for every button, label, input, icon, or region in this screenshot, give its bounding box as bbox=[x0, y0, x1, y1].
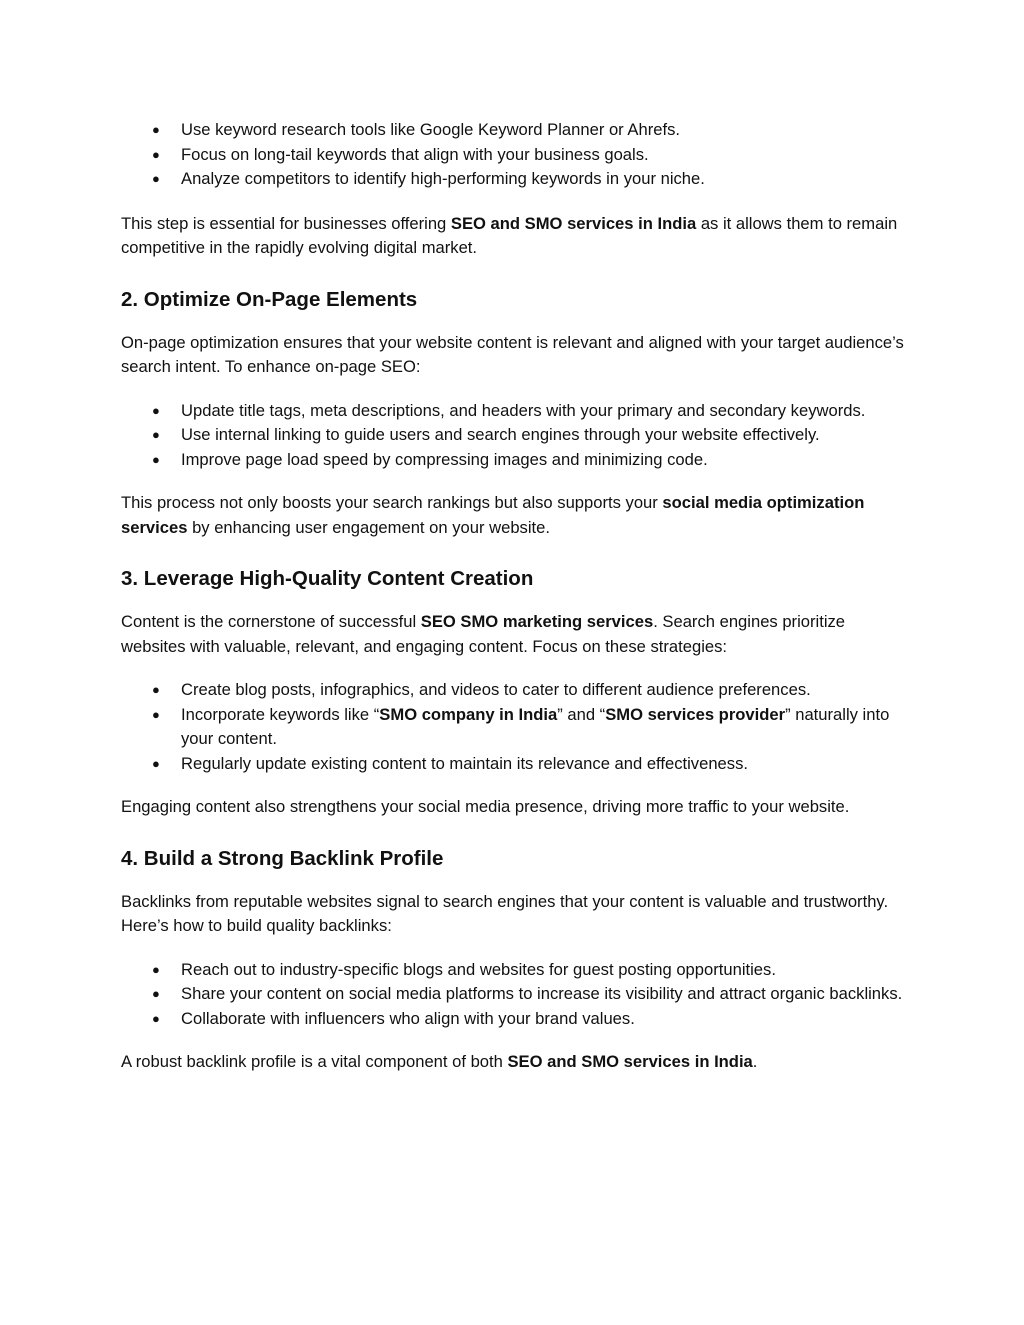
bullet-icon: ● bbox=[152, 986, 160, 1001]
section-4-outro: A robust backlink profile is a vital component of both SEO and SMO services in India. bbox=[121, 1052, 758, 1071]
bullet-icon: ● bbox=[152, 402, 160, 418]
section-heading-2: 2. Optimize On-Page Elements bbox=[121, 287, 418, 311]
list-item: ● Incorporate keywords like “SMO company in India” and “SMO services provider” naturally into your content. bbox=[152, 704, 890, 748]
bullet-icon: ● bbox=[152, 451, 160, 467]
bullet-icon: ● bbox=[152, 755, 160, 771]
section-heading-3: 3. Leverage High-Quality Content Creation bbox=[121, 567, 534, 590]
section-2-outro: This process not only boosts your search rankings but also supports your social media optimization services by enhancing user engagement on your website. bbox=[121, 493, 865, 537]
list-item: ● Share your content on social media platforms to increase its visibility and attract organic backlinks. bbox=[121, 982, 911, 1007]
document-page bbox=[121, 118, 911, 1075]
list-item: ● Update title tags, meta descriptions, and headers with your primary and secondary keywords. bbox=[121, 399, 911, 424]
bullet-icon: ● bbox=[152, 706, 160, 722]
section-heading-4: 4. Build a Strong Backlink Profile bbox=[121, 846, 444, 870]
section-3-intro: Content is the cornerstone of successful SEO SMO marketing services. Search engines prioritize websites with valuable, relevant, and engaging content. Focus on these strategies: bbox=[121, 612, 846, 656]
list-item: ● Improve page load speed by compressing images and minimizing code. bbox=[121, 448, 911, 473]
section-2-intro: On-page optimization ensures that your website content is relevant and aligned with your target audience’s search intent. To enhance on-page SEO: bbox=[121, 332, 904, 376]
list-item: ● Regularly update existing content to maintain its relevance and effectiveness. bbox=[121, 752, 911, 777]
list-item: ● Create blog posts, infographics, and videos to cater to different audience preferences. bbox=[121, 678, 911, 703]
list-item: ● Use keyword research tools like Google Keyword Planner or Ahrefs. bbox=[121, 118, 911, 143]
section-2-bullet-list bbox=[121, 399, 911, 473]
list-item: ● Analyze competitors to identify high-performing keywords in your niche. bbox=[121, 167, 911, 192]
bullet-icon: ● bbox=[152, 146, 160, 162]
bullet-icon: ● bbox=[152, 682, 160, 697]
list-item: ● Collaborate with influencers who align with your brand values. bbox=[121, 1007, 911, 1032]
section-3-bullet-list bbox=[121, 678, 911, 776]
bullet-icon: ● bbox=[152, 171, 160, 186]
section-4-bullet-list bbox=[121, 958, 911, 1032]
list-item: ● Reach out to industry-specific blogs and websites for guest posting opportunities. bbox=[121, 958, 911, 983]
bullet-icon: ● bbox=[152, 1010, 160, 1026]
bullet-icon: ● bbox=[152, 961, 160, 977]
list-item: ● Focus on long-tail keywords that align with your business goals. bbox=[121, 143, 911, 168]
bullet-icon: ● bbox=[152, 122, 160, 137]
intro-bullet-list bbox=[121, 118, 911, 192]
list-item: ● Use internal linking to guide users and search engines through your website effectively. bbox=[121, 423, 911, 448]
paragraph-competitive: This step is essential for businesses offering SEO and SMO services in India as it allows them to remain competitive in the rapidly evolving digital market. bbox=[121, 213, 898, 257]
section-3-outro: Engaging content also strengthens your social media presence, driving more traffic to your website. bbox=[121, 797, 850, 816]
section-4-intro: Backlinks from reputable websites signal to search engines that your content is valuable and trustworthy. Here’s how to build quality backlinks: bbox=[121, 891, 889, 935]
bullet-icon: ● bbox=[152, 427, 160, 442]
